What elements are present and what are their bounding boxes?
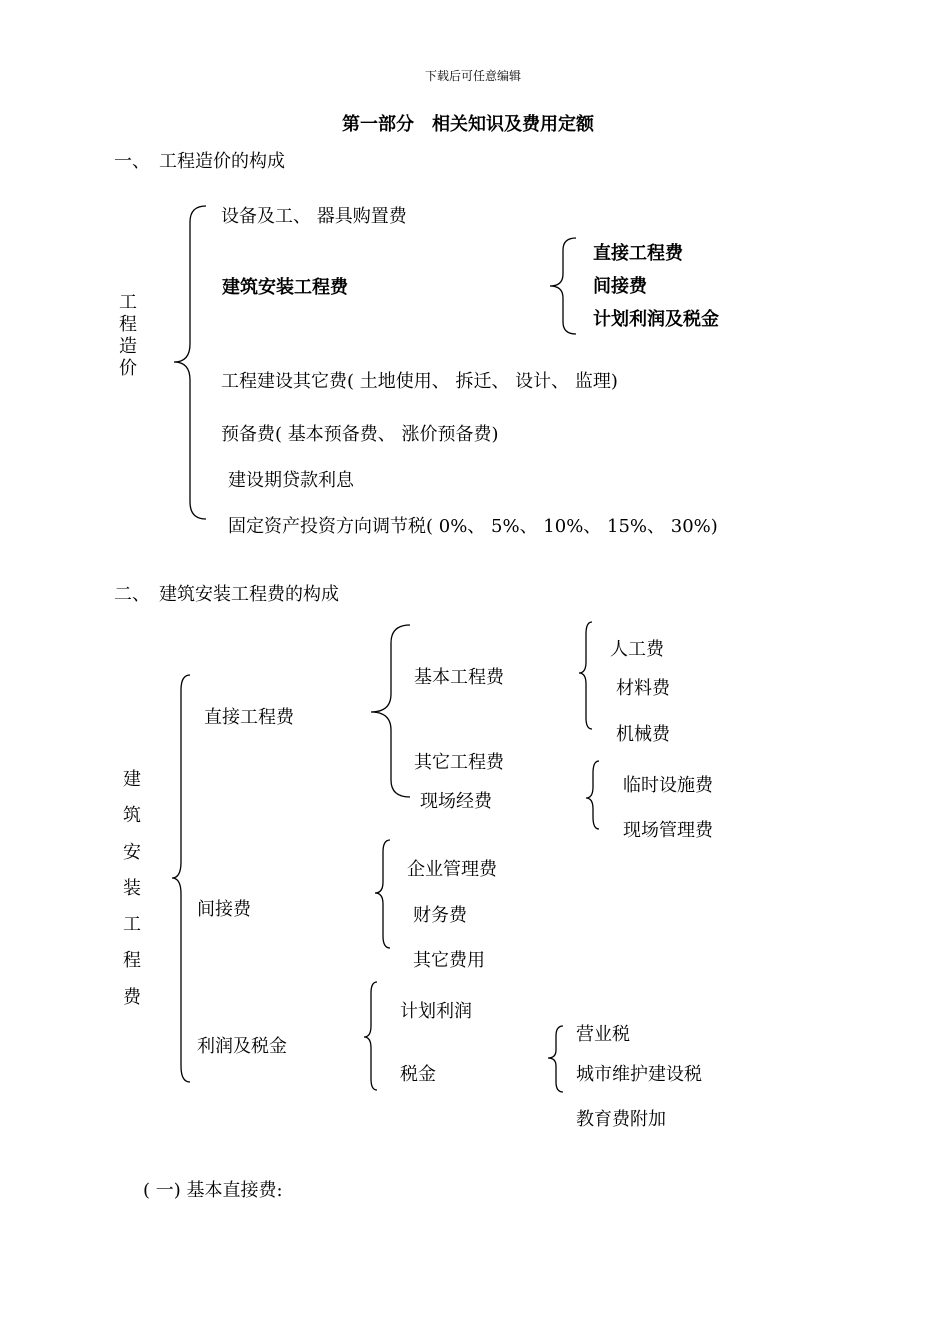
section2-heading: 二、 建筑安装工程费的构成 [114,584,339,605]
profit-brace [364,982,377,1090]
s1-item-equipment: 设备及工、 器具购置费 [221,206,407,227]
s2-indirect-label: 间接费 [197,899,251,920]
s2-other-label: 其它工程费 [414,752,504,773]
s2-basic-labor: 人工费 [610,639,664,660]
s2-site-label: 现场经费 [420,791,492,812]
s1-item-construction: 建筑安装工程费 [222,277,348,298]
basic-brace [579,622,592,729]
direct-brace [371,625,410,797]
s2-indirect-finance: 财务费 [413,905,467,926]
main-brace [172,675,190,1082]
s1-item-loan-interest: 建设期贷款利息 [228,470,354,491]
s2-site-temporary: 临时设施费 [623,775,713,796]
s1-item-reserve: 预备费( 基本预备费、 涨价预备费) [221,424,499,445]
s2-tax-business: 营业税 [576,1024,630,1045]
s2-tax-education: 教育费附加 [576,1109,666,1130]
s2-basic-label: 基本工程费 [414,667,504,688]
subsection-heading: ( 一) 基本直接费: [143,1180,283,1201]
section2-root-label: 建筑安装工程费 [123,769,141,1008]
s2-basic-machinery: 机械费 [616,724,670,745]
s2-site-management: 现场管理费 [623,820,713,841]
section1-heading: 一、 工程造价的构成 [114,151,285,172]
header-note: 下载后可任意编辑 [425,69,522,83]
s2-tax-urban: 城市维护建设税 [576,1064,702,1085]
site-brace [586,761,599,829]
s1-sub-direct: 直接工程费 [593,243,683,264]
s2-profit-tax-label: 利润及税金 [197,1036,287,1057]
s1-item-other-costs: 工程建设其它费( 土地使用、 拆迁、 设计、 监理) [221,371,618,392]
s2-direct-label: 直接工程费 [204,707,294,728]
s2-tax-label: 税金 [400,1064,436,1085]
document-title: 第一部分 相关知识及费用定额 [342,114,594,135]
s1-sub-indirect: 间接费 [593,276,647,297]
s2-planned-profit: 计划利润 [400,1001,472,1022]
indirect-brace [375,840,390,948]
s2-basic-material: 材料费 [616,678,670,699]
s2-indirect-enterprise: 企业管理费 [407,859,497,880]
s2-indirect-other: 其它费用 [413,950,485,971]
tax-brace [548,1026,563,1092]
s1-item-tax: 固定资产投资方向调节税( 0%、 5%、 10%、 15%、 30%) [228,516,718,537]
s1-sub-profit-tax: 计划利润及税金 [593,309,719,330]
section1-root-label: 工程造价 [119,292,137,379]
